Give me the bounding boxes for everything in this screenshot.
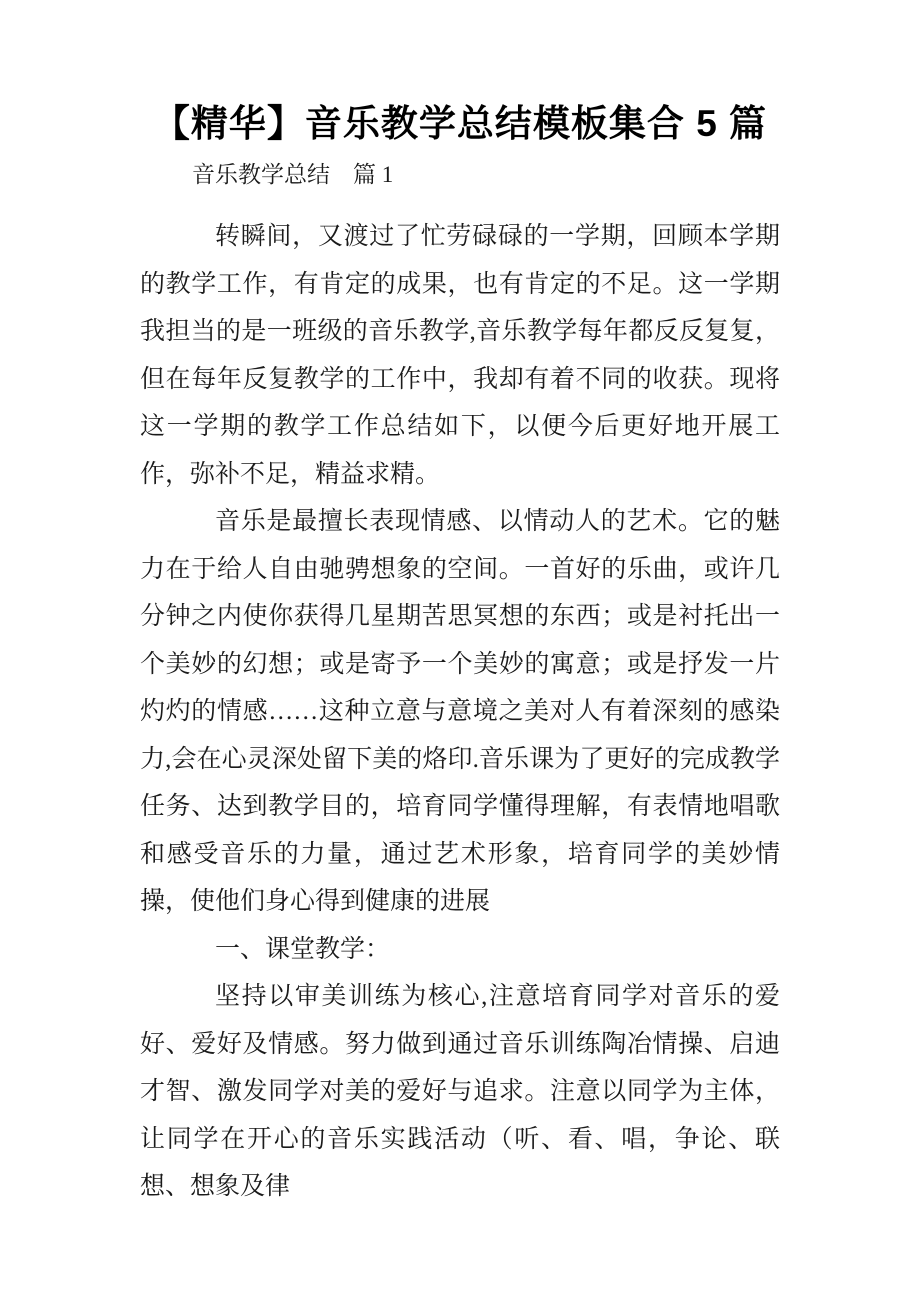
document-title: 【精华】音乐教学总结模板集合 5 篇 [152,103,768,144]
body-paragraph-1: 转瞬间，又渡过了忙劳碌碌的一学期，回顾本学期的教学工作，有肯定的成果，也有肯定的不足。这一学期我担当的是一班级的音乐教学,音乐教学每年都反反复复，但在每年反复教学的工作中，我却有着不同的收获。现将这一学期的教学工作总结如下，以便今后更好地开展工作，弥补不足，精益求精。 [140,223,780,488]
body-paragraph-2: 音乐是最擅长表现情感、以情动人的艺术。它的魅力在于给人自由驰骋想象的空间。一首好的乐曲，或许几分钟之内使你获得几星期苦思冥想的东西；或是衬托出一个美妙的幻想；或是寄予一个美妙的寓意；或是抒发一片灼灼的情感……这种立意与意境之美对人有着深刻的感染力,会在心灵深处留下美的烙印.音乐课为了更好的完成教学任务、达到教学目的，培育同学懂得理解，有表情地唱歌和感受音乐的力量，通过艺术形象，培育同学的美妙情操，使他们身心得到健康的进展 [140,508,780,915]
section-heading-paragraph: 一、课堂教学： [215,935,391,963]
document-subtitle: 音乐教学总结 篇 1 [192,162,394,187]
body-paragraph-4: 坚持以审美训练为核心,注意培育同学对音乐的爱好、爱好及情感。努力做到通过音乐训练陶冶情操、启迪才智、激发同学对美的爱好与追求。注意以同学为主体，让同学在开心的音乐实践活动（听、看、唱，争论、联想、想象及律 [140,983,780,1200]
